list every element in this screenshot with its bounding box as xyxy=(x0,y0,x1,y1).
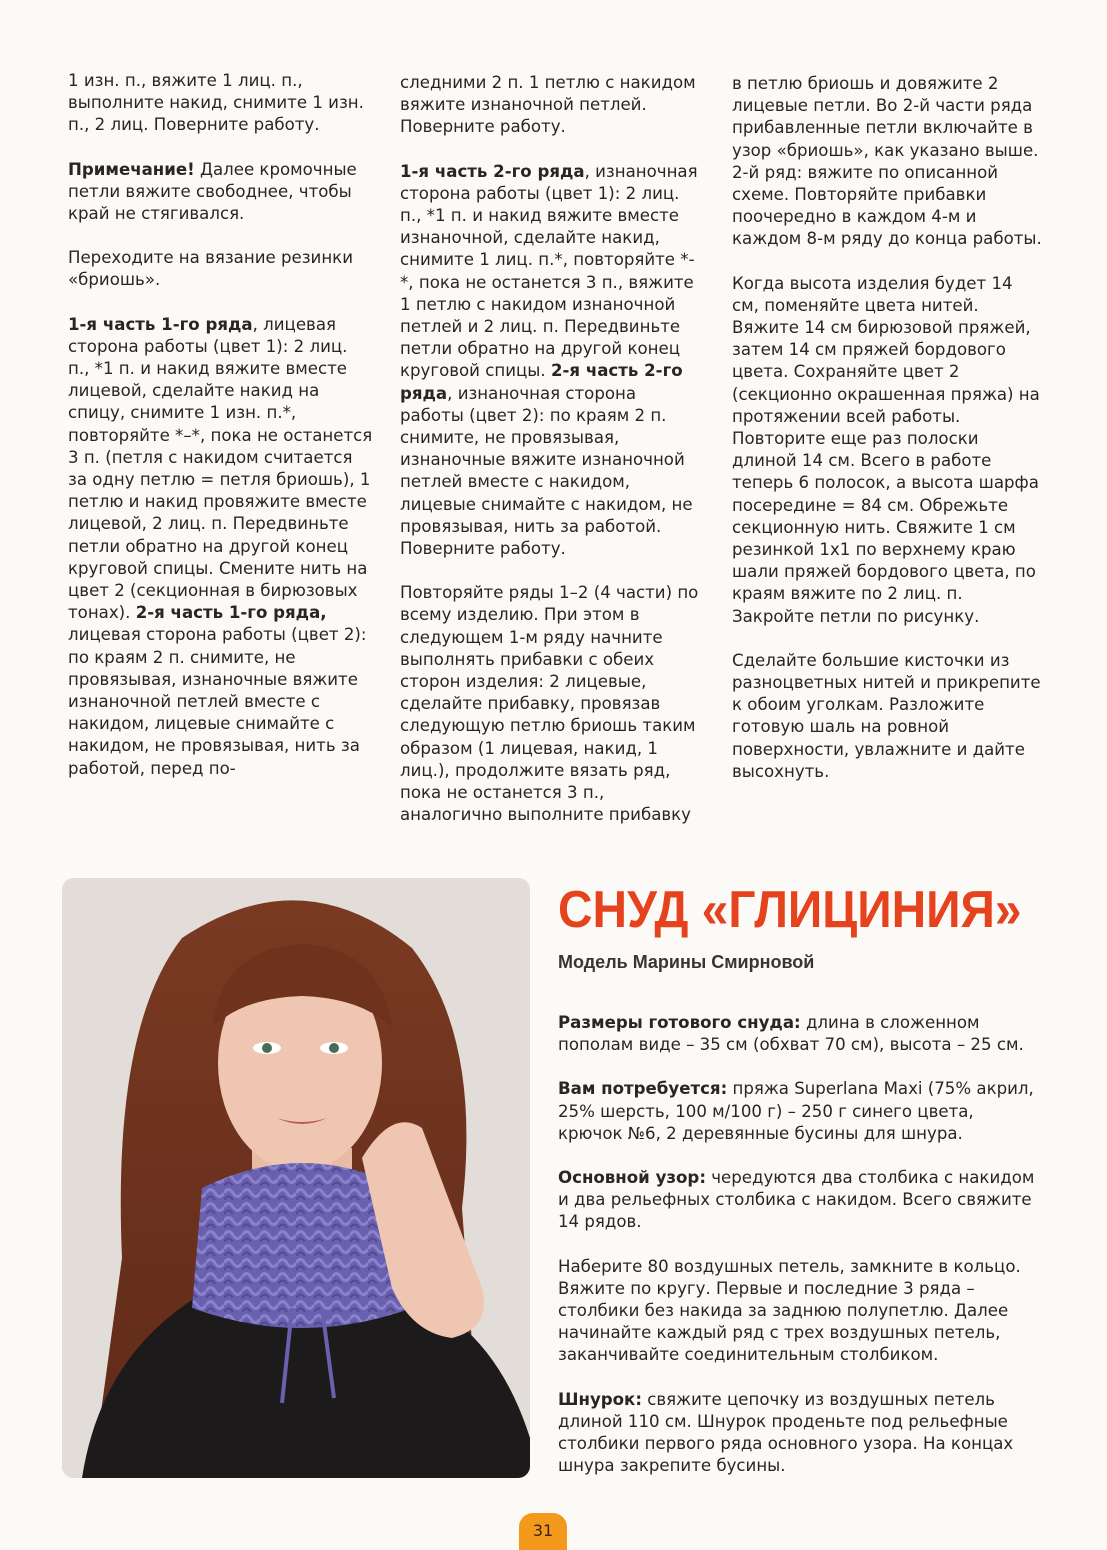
page-number: 31 xyxy=(519,1513,567,1550)
cast-on-paragraph: Наберите 80 воздушных петель, замкните в кольцо. Вяжите по кругу. Первые и последние 3 ряда – столбики без накида за заднюю полупетлю. Далее начинайте каждый ряд с трех воздушных петель, заканчивайте соединительным столбиком. xyxy=(558,1256,1021,1365)
cord-paragraph: Шнурок: свяжите цепочку из воздушных петель длиной 110 см. Шнурок проденьте под рельефные столбики первого ряда основного узора. На концах шнура закрепите бусины. xyxy=(558,1389,1014,1476)
paragraph: Когда высота изделия будет 14 см, поменяйте цвета нитей. Вяжите 14 см бирюзовой пряжей, затем 14 см пряжей бордового цвета. Сохраняйте цвет 2 (секционно окрашенная пряжа) на протяжении всей работы. Повторите еще раз полоски длиной 14 см. Всего в работе теперь 6 полосок, а высота шарфа посередине = 84 см. Обрежьте секционную нить. Свяжите 1 см резинкой 1х1 по верхнему краю шали пряжей бордового цвета, по краям вяжите по 2 лиц. п. Закройте петли по рисунку. xyxy=(732,273,1040,626)
snood-instructions xyxy=(558,1012,1038,1499)
text-column-2 xyxy=(400,72,700,849)
note-paragraph: Примечание! Далее кромочные петли вяжите свободнее, чтобы край не стягивался. xyxy=(68,159,357,224)
article-author: Модель Марины Смирновой xyxy=(558,952,815,972)
article-title: СНУД «ГЛИЦИНИЯ» xyxy=(558,881,1022,939)
row-instructions: 1-я часть 2-го ряда, изнаночная сторона работы (цвет 1): 2 лиц. п., *1 п. и накид вяжите вместе изнаночной, сделайте накид, снимите 1 лиц. п.*, повторяйте *-*, пока не останется 3 п., вяжите 1 петлю с накидом изнаночной петлей и 2 лиц. п. Передвиньте петли обратно на другой конец круговой спицы. 2-я часть 2-го ряда, изнаночная сторона работы (цвет 2): по краям 2 п. снимите, не провязывая, изнаночные вяжите изнаночной петлей вместе с накидом, лицевые снимайте с накидом, не провязывая, нить за работой. Поверните работу. xyxy=(400,161,698,559)
paragraph: Сделайте большие кисточки из разноцветных нитей и прикрепите к обоим уголкам. Разложите готовую шаль на ровной поверхности, увлажните и дайте высохнуть. xyxy=(732,650,1041,781)
paragraph: следними 2 п. 1 петлю с накидом вяжите изнаночной петлей. Поверните работу. xyxy=(400,73,696,137)
model-photo xyxy=(62,878,530,1478)
paragraph: Переходите на вязание резинки «бриошь». xyxy=(68,248,353,290)
pattern-paragraph: Основной узор: чередуются два столбика с накидом и два рельефных столбика с накидом. Всего свяжите 14 рядов. xyxy=(558,1168,1035,1232)
text-column-3 xyxy=(732,73,1042,805)
materials-paragraph: Вам потребуется: пряжа Superlana Maxi (75% акрил, 25% шерсть, 100 м/100 г) – 250 г синего цвета, крючок №6, 2 деревянные бусины для шнура. xyxy=(558,1079,1034,1143)
sizes-paragraph: Размеры готового снуда: длина в сложенном пополам виде – 35 см (обхват 70 см), высота – 25 см. xyxy=(558,1013,1024,1055)
note-label: Примечание! xyxy=(68,159,195,179)
paragraph: в петлю бриошь и довяжите 2 лицевые петли. Во 2-й части ряда прибавленные петли включайте в узор «бриошь», как указано выше. 2-й ряд: вяжите по описанной схеме. Повторяйте прибавки поочередно в каждом 4-м и каждом 8-м ряду до конца работы. xyxy=(732,74,1042,249)
paragraph: Повторяйте ряды 1–2 (4 части) по всему изделию. При этом в следующем 1-м ряду начните выполнять прибавки с обеих сторон изделия: 2 лицевые, сделайте прибавку, провязав следующую петлю бриошь таким образом (1 лицевая, накид, 1 лиц.), продолжите вязать ряд, пока не останется 3 п., аналогично выполните прибавку xyxy=(400,583,699,825)
row-instructions: 1-я часть 1-го ряда, лицевая сторона работы (цвет 1): 2 лиц. п., *1 п. и накид вяжите вместе лицевой, сделайте накид на спицу, снимите 1 изн. п.*, повторяйте *–*, пока не останется 3 п. (петля с накидом считается за одну петлю = петля бриошь), 1 петлю и накид провяжите вместе лицевой, 2 лиц. п. Передвиньте петли обратно на другой конец круговой спицы. Смените нить на цвет 2 (секционная в бирюзовых тонах). 2-я часть 1-го ряда, лицевая сторона работы (цвет 2): по краям 2 п. снимите, не провязывая, изнаночные вяжите изнаночной петлей вместе с накидом, лицевые снимайте с накидом, не провязывая, нить за работой, перед по- xyxy=(68,314,373,778)
paragraph: 1 изн. п., вяжите 1 лиц. п., выполните накид, снимите 1 изн. п., 2 лиц. Поверните работу. xyxy=(68,71,364,135)
text-column-1 xyxy=(68,70,373,802)
model-illustration xyxy=(62,878,530,1478)
